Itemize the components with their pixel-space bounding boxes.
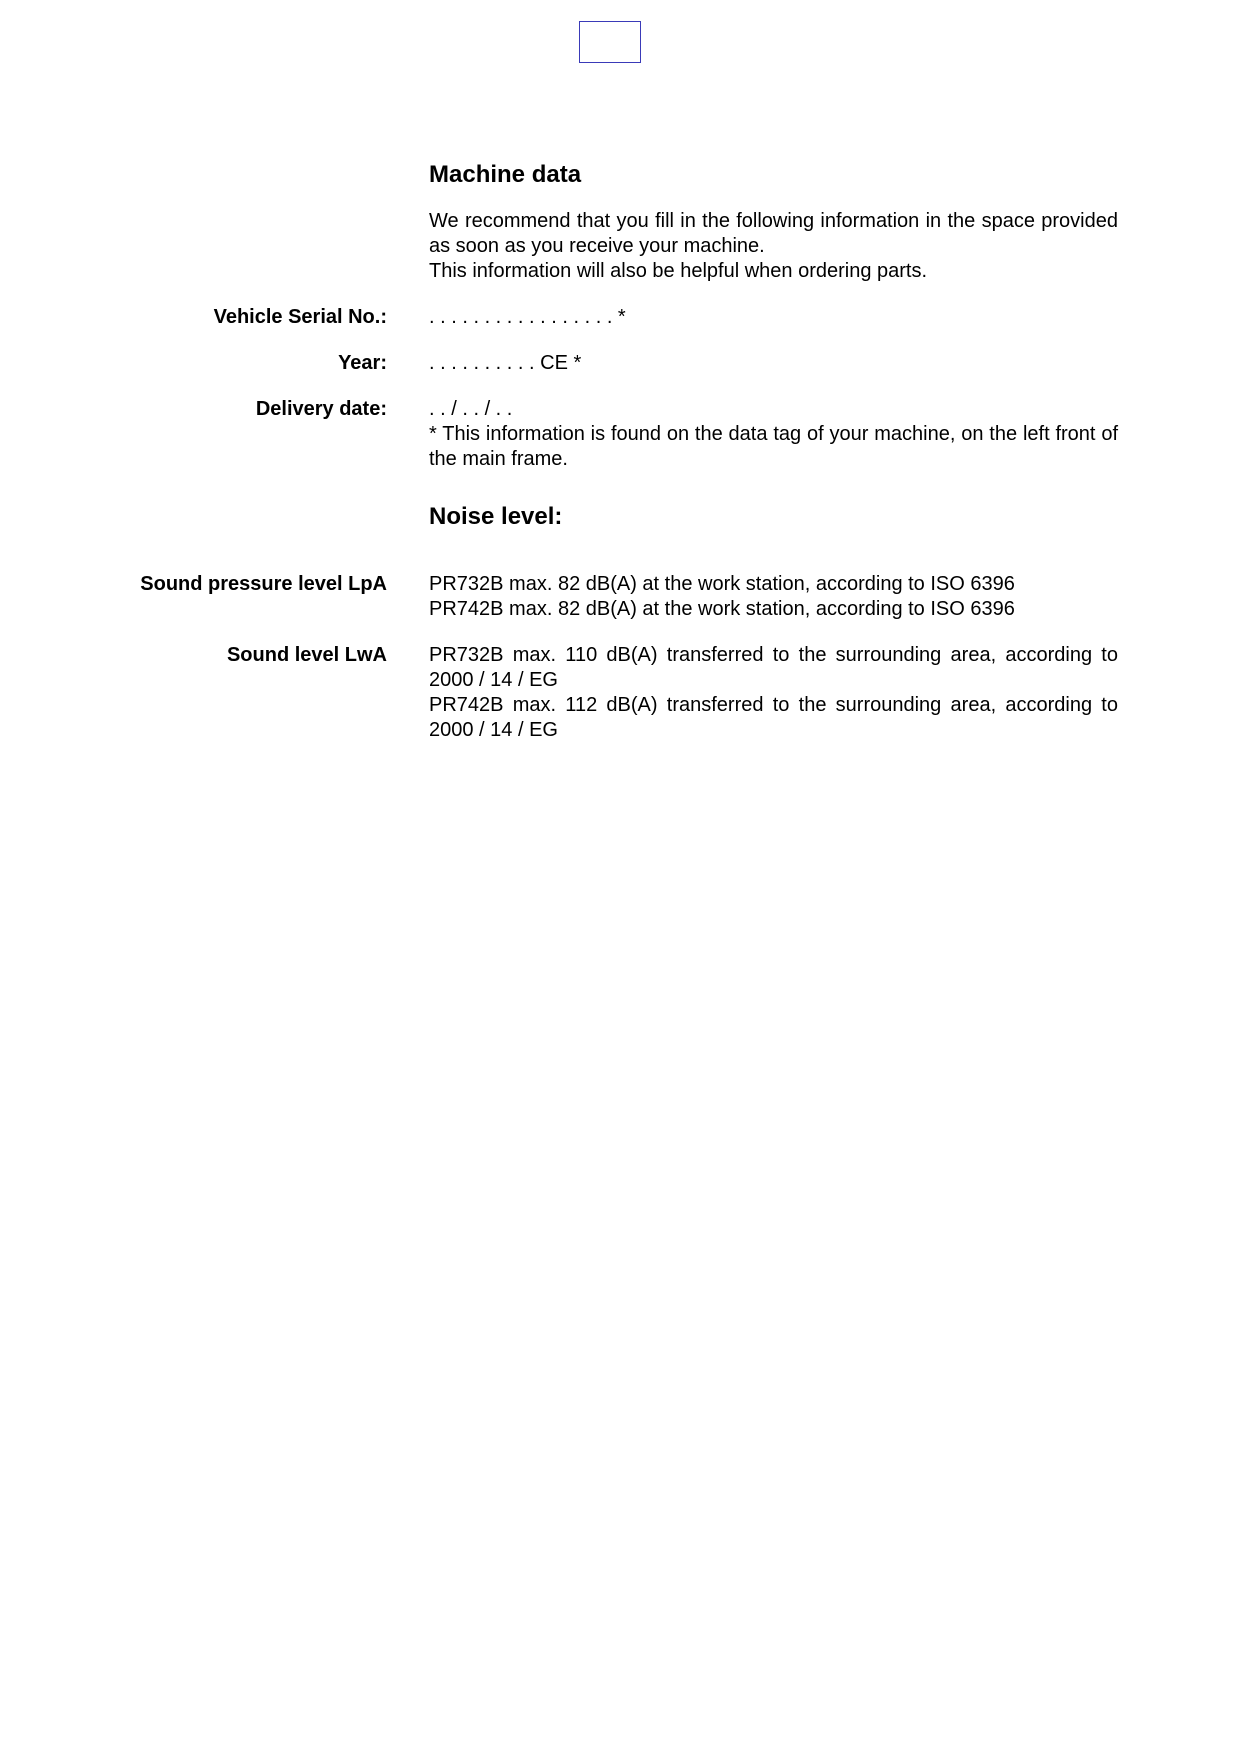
sound-pressure-line-pr732b: PR732B max. 82 dB(A) at the work station, according to ISO 6396 xyxy=(429,573,1015,595)
sound-pressure-label: Sound pressure level LpA xyxy=(140,573,387,595)
delivery-date-value xyxy=(429,397,1118,472)
sound-level-values xyxy=(429,643,1118,743)
sound-pressure-values xyxy=(429,572,1118,622)
year-value xyxy=(429,351,1118,376)
vehicle-serial-blank: . . . . . . . . . . . . . . . . . * xyxy=(429,306,626,328)
sound-level-line-pr742b: PR742B max. 112 dB(A) transferred to the surrounding area, according to 2000 / 14 / EG xyxy=(429,694,1118,741)
intro-paragraph-1: We recommend that you fill in the following information in the space provided as soon as you receive your machine. xyxy=(429,210,1118,257)
vehicle-serial-label: Vehicle Serial No.: xyxy=(213,306,387,328)
delivery-date-blank: . . / . . / . . xyxy=(429,398,513,420)
data-tag-note: * This information is found on the data tag of your machine, on the left front of the main frame. xyxy=(429,423,1118,470)
intro-paragraph-2: This information will also be helpful when ordering parts. xyxy=(429,260,928,282)
noise-level-heading: Noise level: xyxy=(429,503,563,530)
year-label: Year: xyxy=(338,352,387,374)
year-blank: . . . . . . . . . . CE * xyxy=(429,352,582,374)
machine-data-heading: Machine data xyxy=(429,161,582,188)
vehicle-serial-value xyxy=(429,305,1118,330)
page-number-box xyxy=(579,21,641,63)
sound-level-label: Sound level LwA xyxy=(226,644,387,666)
sound-level-line-pr732b: PR732B max. 110 dB(A) transferred to the surrounding area, according to 2000 / 14 / EG xyxy=(429,644,1118,691)
delivery-date-label: Delivery date: xyxy=(255,398,387,420)
sound-pressure-line-pr742b: PR742B max. 82 dB(A) at the work station, according to ISO 6396 xyxy=(429,598,1015,620)
machine-data-intro xyxy=(429,209,1118,284)
